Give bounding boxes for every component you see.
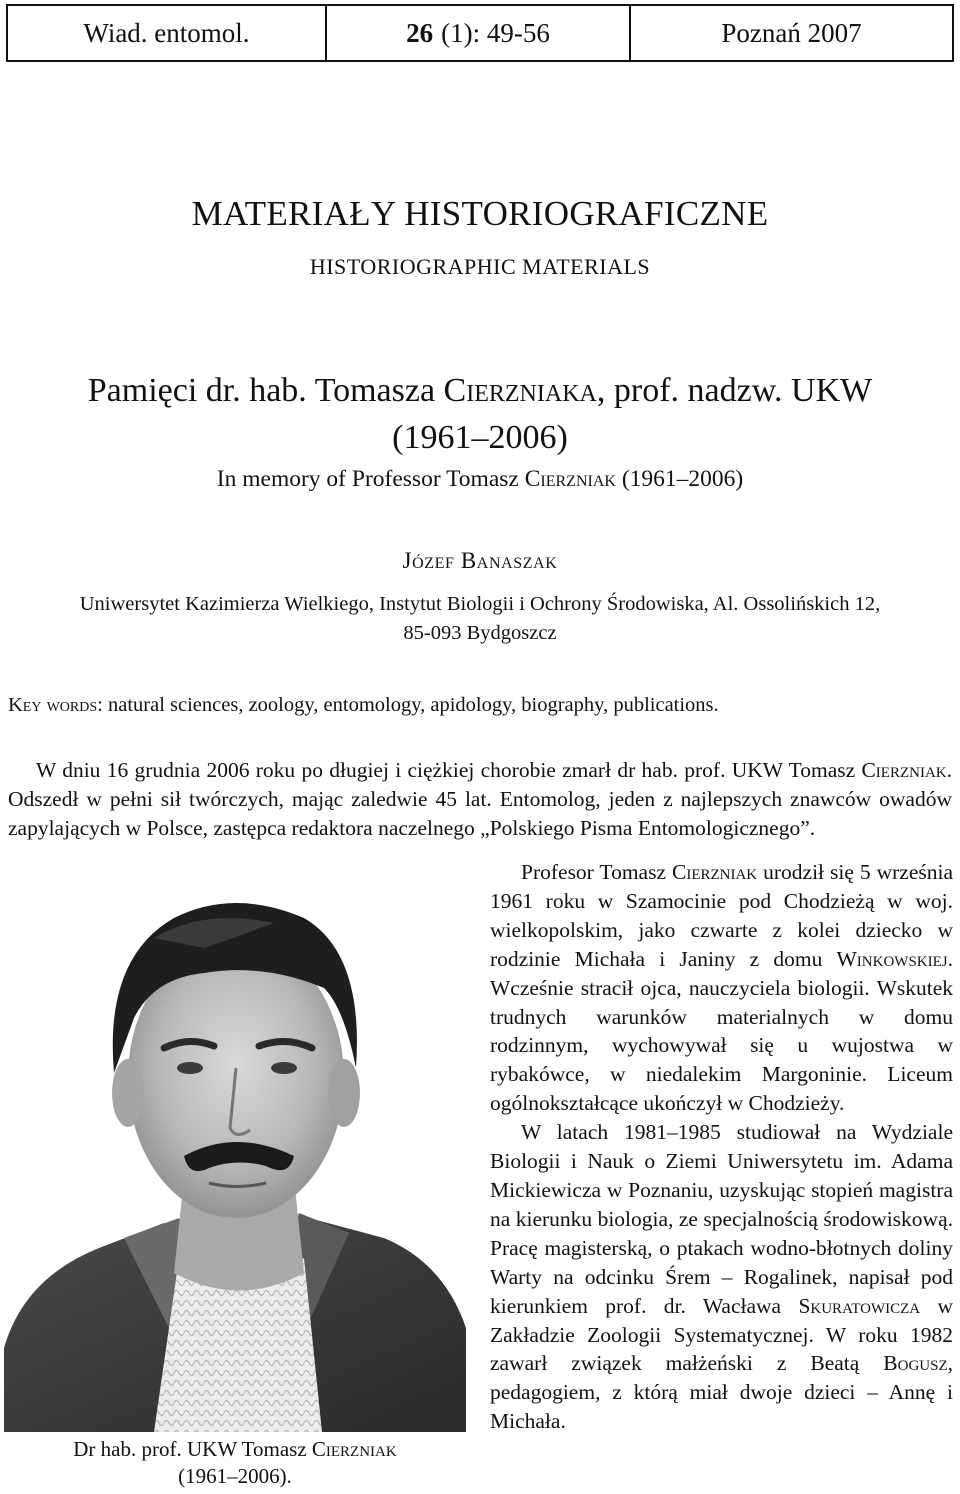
bio-p1-text-b: urodził się 5 września 1961 roku w Szamocinie pod Chodzieżą w woj. wielkopolskim, jako czwarte z kolei dziecko w rodzinie Michała i Janiny z domu xyxy=(490,860,954,971)
bio-p1-name-1: Cierzniak xyxy=(671,860,758,884)
journal-name: Wiad. entomol. xyxy=(8,6,327,60)
section-title-pl: MATERIAŁY HISTORIOGRAFICZNE xyxy=(191,194,769,233)
bio-p2-name-2: Bogusz xyxy=(883,1351,948,1376)
issue-pages: (1): 49-56 xyxy=(441,17,550,48)
bio-p2-text-b: w Zakładzie Zoologii Systematycznej. W roku 1982 zawarł związek małżeński z Beatą xyxy=(490,1293,953,1376)
keywords-text: : natural sciences, zoology, entomology, apidology, biography, publications. xyxy=(97,694,719,716)
keywords xyxy=(8,694,952,717)
bio-p2-name-1: Skuratowicza xyxy=(798,1293,921,1318)
bio-p2-text-c: , pedagogiem, z którą miał dwoje dzieci – Annę i Michała. xyxy=(490,1351,953,1434)
bio-paragraph-2 xyxy=(490,1118,953,1436)
article-title-pl xyxy=(0,372,960,410)
title-en-name: Cierzniak xyxy=(524,466,616,492)
caption-prefix: Dr hab. prof. UKW Tomasz xyxy=(73,1437,312,1461)
bio-p2-text-a: W latach 1981–1985 studiował na Wydziale Biologii i Nauk o Ziemi Uniwersytetu im. Adama Mickiewicza w Poznaniu, uzyskując stopień magistra na kierunku biologia, ze specjalnością środowiskową. Pracę magisterską, o ptakach wodno-błotnych doliny Warty na odcinku Śrem – Rogalinek, napisał pod kierunkiem prof. dr. Wacława xyxy=(490,1120,953,1318)
bio-paragraph-1 xyxy=(490,858,953,1118)
caption-name: Cierzniak xyxy=(311,1437,397,1461)
intro-paragraph xyxy=(8,756,952,843)
photo-caption xyxy=(4,1436,466,1490)
keywords-label: Key words xyxy=(8,694,98,716)
journal-issue xyxy=(327,6,631,60)
bio-p1-name-2: Winkowskiej xyxy=(836,946,948,971)
portrait-image xyxy=(4,878,466,1432)
intro-text-1: W dniu 16 grudnia 2006 roku po długiej i ciężkiej chorobie zmarł dr hab. prof. UKW Tomasz xyxy=(36,758,862,782)
title-en-suffix: (1961–2006) xyxy=(615,466,744,492)
author-name: Józef Banaszak xyxy=(402,548,558,573)
article-title-dates: (1961–2006) xyxy=(392,419,568,456)
portrait-photo xyxy=(4,878,466,1432)
biography-column xyxy=(490,858,953,1436)
bio-p1-text-a: Profesor Tomasz xyxy=(521,860,672,884)
affiliation-line-2: 85-093 Bydgoszcz xyxy=(403,622,557,644)
caption-dates: (1961–2006). xyxy=(178,1464,292,1488)
title-pl-name: Cierzniaka xyxy=(443,372,597,409)
intro-text-2: . Odszedł w pełni sił twórczych, mając zaledwie 45 lat. Entomolog, jeden z najlepszych znawców owadów zapylających w Polsce, zastępca redaktora naczelnego „Polskiego Pisma Entomologicznego”. xyxy=(8,758,952,840)
title-en-prefix: In memory of Professor Tomasz xyxy=(216,466,525,492)
volume-number: 26 xyxy=(406,17,434,48)
section-title-en: HISTORIOGRAPHIC MATERIALS xyxy=(309,254,651,279)
article-title-en xyxy=(0,466,960,493)
bio-p1-text-c: . Wcześnie stracił ojca, nauczyciela biologii. Wskutek trudnych warunków materialnych w domu rodzinnym, wychowywał się u wujostwa w rybakówce, w niedalekim Margoninie. Liceum ogólnokształcące ukończył w Chodzieży. xyxy=(490,946,953,1116)
journal-header xyxy=(6,4,954,62)
intro-name: Cierzniak xyxy=(861,758,947,782)
title-pl-suffix: , prof. nadzw. UKW xyxy=(596,372,873,409)
affiliation-line-1: Uniwersytet Kazimierza Wielkiego, Instytut Biologii i Ochrony Środowiska, Al. Ossolińskich 12, xyxy=(79,593,881,615)
title-pl-prefix: Pamięci dr. hab. Tomasza xyxy=(87,372,444,409)
place-year: Poznań 2007 xyxy=(721,17,862,48)
